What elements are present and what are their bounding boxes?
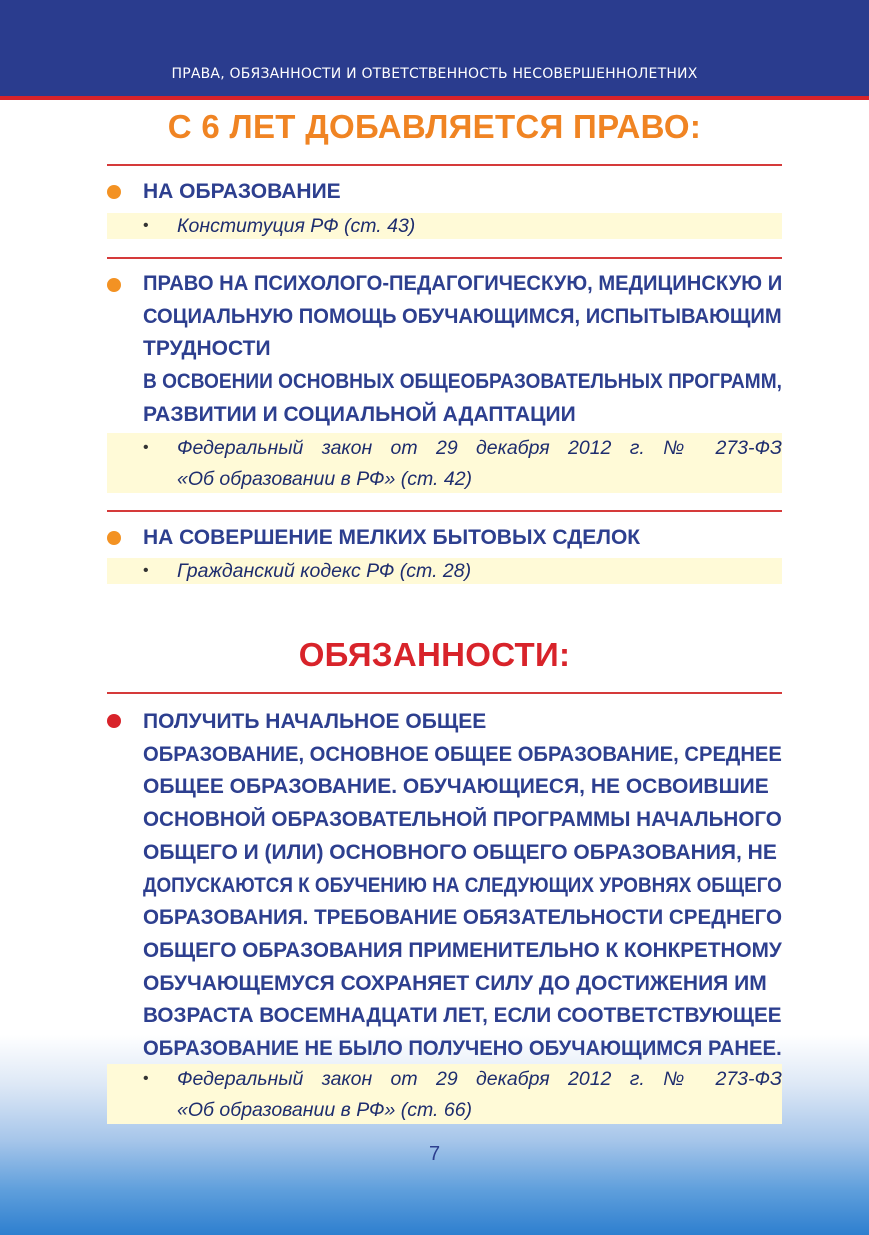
divider (107, 257, 782, 259)
heading-line: ОБЩЕЕ ОБРАЗОВАНИЕ. ОБУЧАЮЩИЕСЯ, НЕ ОСВОИВШИЕ (143, 775, 769, 799)
source-line: «Об образовании в РФ» (ст. 66) (177, 1099, 473, 1121)
orange-bullet-icon (107, 278, 121, 292)
right-heading (143, 268, 782, 432)
right-item-household-deals (107, 522, 782, 586)
legal-source (107, 433, 782, 493)
bullet-dot-icon: • (143, 439, 149, 456)
source-text: Гражданский кодекс РФ (ст. 28) (177, 560, 472, 582)
heading-line: ОБЩЕГО ОБРАЗОВАНИЯ ПРИМЕНИТЕЛЬНО К КОНКРЕТНОМУ (143, 938, 782, 962)
heading-line: ОБУЧАЮЩЕМУСЯ СОХРАНЯЕТ СИЛУ ДО ДОСТИЖЕНИЯ ИМ (143, 971, 767, 995)
legal-source (107, 213, 782, 239)
source-text (177, 1064, 782, 1126)
source-line: Федеральный закон от 29 декабря 2012 г. № 273-ФЗ (177, 1068, 782, 1090)
orange-bullet-icon (107, 531, 121, 545)
right-heading (143, 176, 782, 209)
duty-heading (143, 706, 782, 1066)
heading-line: ДОПУСКАЮТСЯ К ОБУЧЕНИЮ НА СЛЕДУЮЩИХ УРОВНЯХ ОБЩЕГО (143, 873, 782, 897)
divider (107, 692, 782, 694)
bullet-dot-icon: • (143, 562, 149, 579)
heading-line: ПРАВО НА ПСИХОЛОГО-ПЕДАГОГИЧЕСКУЮ, МЕДИЦИНСКУЮ И (143, 272, 783, 295)
right-item-psychological-help (107, 268, 782, 493)
right-item-education (107, 176, 782, 240)
heading-line: РАЗВИТИИ И СОЦИАЛЬНОЙ АДАПТАЦИИ (143, 402, 576, 426)
red-bullet-icon (107, 714, 121, 728)
page-number: 7 (428, 1143, 441, 1165)
duty-item-education (107, 706, 782, 1124)
right-heading (143, 522, 782, 555)
heading-line: НА ОБРАЗОВАНИЕ (143, 180, 341, 203)
heading-line: ОБРАЗОВАНИЕ, ОСНОВНОЕ ОБЩЕЕ ОБРАЗОВАНИЕ, СРЕДНЕЕ (143, 742, 782, 766)
legal-source (107, 558, 782, 584)
heading-line: ОСНОВНОЙ ОБРАЗОВАТЕЛЬНОЙ ПРОГРАММЫ НАЧАЛЬНОГО (143, 808, 782, 832)
header-title: ПРАВА, ОБЯЗАННОСТИ И ОТВЕТСТВЕННОСТЬ НЕСОВЕРШЕННОЛЕТНИХ (171, 66, 698, 82)
source-line: Федеральный закон от 29 декабря 2012 г. № 273-ФЗ (177, 437, 782, 459)
heading-line: ВОЗРАСТА ВОСЕМНАДЦАТИ ЛЕТ, ЕСЛИ СООТВЕТСТВУЮЩЕЕ (143, 1004, 782, 1028)
source-text (177, 433, 782, 495)
page-header (0, 0, 869, 100)
divider (107, 164, 782, 166)
heading-line: ОБЩЕГО И (ИЛИ) ОСНОВНОГО ОБЩЕГО ОБРАЗОВАНИЯ, НЕ (143, 840, 777, 864)
bullet-dot-icon: • (143, 1070, 149, 1087)
source-text: Конституция РФ (ст. 43) (177, 215, 416, 237)
bullet-dot-icon: • (143, 217, 149, 234)
heading-line: ОБРАЗОВАНИЕ НЕ БЫЛО ПОЛУЧЕНО ОБУЧАЮЩИМСЯ РАНЕЕ. (143, 1037, 782, 1061)
heading-line: НА СОВЕРШЕНИЕ МЕЛКИХ БЫТОВЫХ СДЕЛОК (143, 526, 641, 549)
heading-line: ТРУДНОСТИ (143, 337, 271, 361)
legal-source (107, 1064, 782, 1124)
orange-bullet-icon (107, 185, 121, 199)
heading-line: ПОЛУЧИТЬ НАЧАЛЬНОЕ ОБЩЕЕ (143, 710, 487, 733)
heading-line: ОБРАЗОВАНИЯ. ТРЕБОВАНИЕ ОБЯЗАТЕЛЬНОСТИ СРЕДНЕГО (143, 906, 783, 930)
divider (107, 510, 782, 512)
heading-line: В ОСВОЕНИИ ОСНОВНЫХ ОБЩЕОБРАЗОВАТЕЛЬНЫХ ПРОГРАММ, (143, 370, 782, 394)
heading-line: СОЦИАЛЬНУЮ ПОМОЩЬ ОБУЧАЮЩИМСЯ, ИСПЫТЫВАЮЩИМ (143, 304, 782, 328)
source-line: «Об образовании в РФ» (ст. 42) (177, 468, 473, 490)
rights-section-title: С 6 ЛЕТ ДОБАВЛЯЕТСЯ ПРАВО: (167, 108, 702, 145)
duties-section-title: ОБЯЗАННОСТИ: (298, 636, 571, 673)
